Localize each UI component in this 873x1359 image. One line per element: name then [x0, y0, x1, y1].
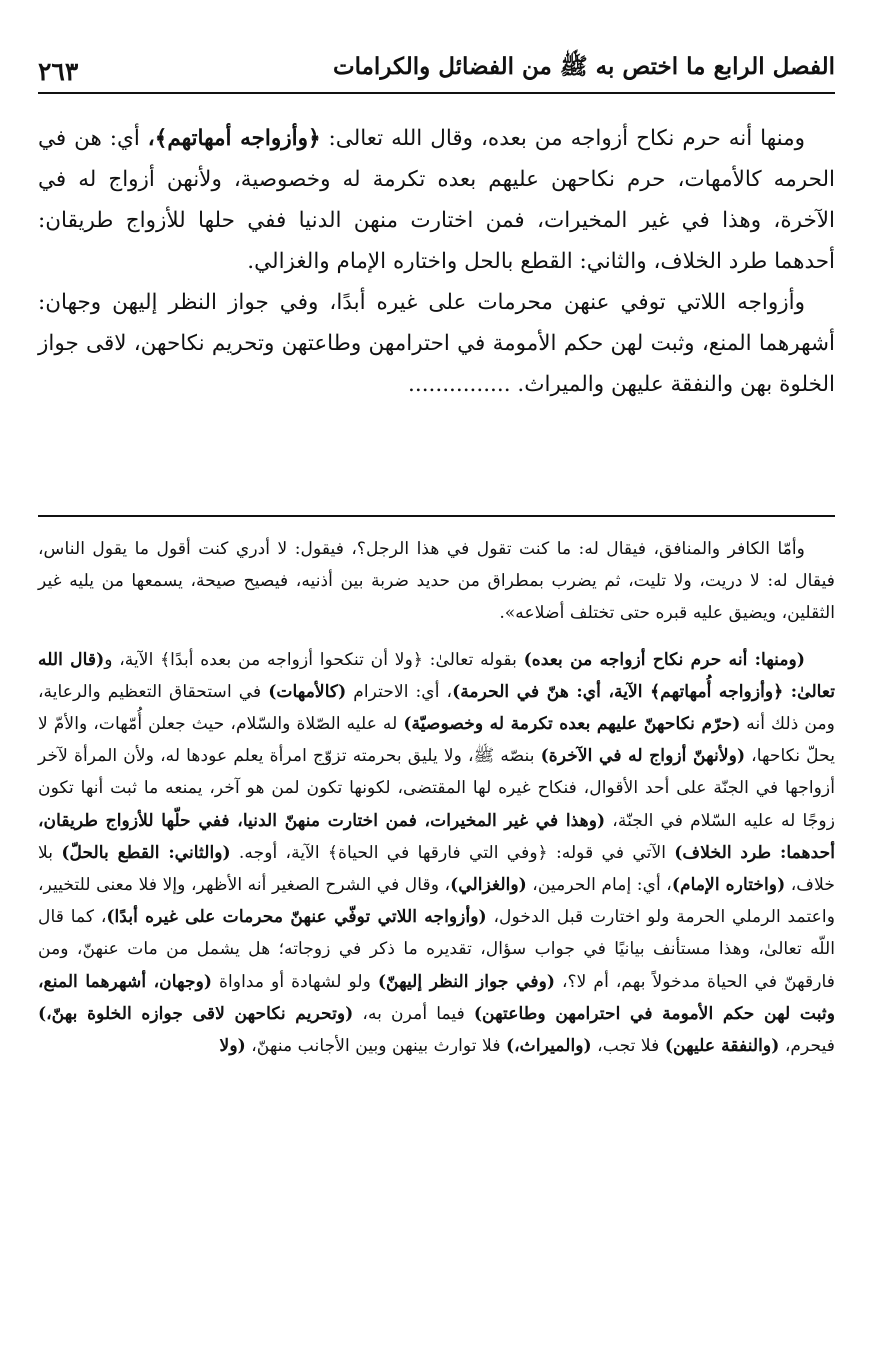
- ellipsis-dots: ...............: [408, 372, 511, 397]
- main-paragraph-1: ومنها أنه حرم نكاح أزواجه من بعده، وقال الله تعالى: ﴿وأزواجه أمهاتهم﴾، أي: هن في الحرمه كالأمهات، حرم نكاحهن عليهم بعده تكرمة له وخصوصية، ولأنهن أزواج له في الآخرة، وهذا في غير المخيرات، فمن اختارت منهن الدنيا ففي حلها للأزواج طريقان: أحدهما طرد الخلاف، والثاني: القطع بالحل واختاره الإمام والغزالي.: [38, 126, 835, 274]
- main-paragraph-2: وأزواجه اللاتي توفي عنهن محرمات على غيره أبدًا، وفي جواز النظر إليهن وجهان: أشهرهما المنع، وثبت لهن حكم الأمومة في احترامهن وطاعتهن وتحريم نكاحهن، لاقى جواز الخلوة بهن والنفقة عليهن والميراث. ...............: [38, 290, 835, 397]
- page-header: [38, 48, 835, 94]
- running-title: الفصل الرابع ما اختص به ﷺ من الفضائل والكرامات: [332, 53, 835, 80]
- commentary-text: [38, 533, 835, 1062]
- main-text: [38, 118, 835, 405]
- footnote-separator: [38, 515, 835, 517]
- commentary-paragraph-2: (ومنها: أنه حرم نكاح أزواجه من بعده) بقوله تعالىٰ: ﴿ولا أن تنكحوا أزواجه من بعده أبدًا﴾ الآية، و(قال الله تعالىٰ: ﴿وأزواجه أُمهاتهم﴾ الآية، أي: هنّ في الحرمة)، أي: الاحترام (كالأمهات) في استحقاق التعظيم والرعاية، ومن ذلك أنه (حرّم نكاحهنّ عليهم بعده تكرمة له وخصوصيّة) له عليه الصّلاة والسّلام، حيث جعلن أُمّهات، والأمّ لا يحلّ نكاحها، (ولأنهنّ أزواج له في الآخرة) بنصّه ﷺ، ولا يليق بحرمته تزوّج امرأة يعلم عودها له، ولأن المرأة لآخر أزواجها في الجنّة على أحد الأقوال، فنكاح غيره لها المقتضى، لكونها تكون لمن هو آخر، يمنعه ما ثبت أنها تكون زوجًا له عليه السّلام في الجنّة، (وهذا في غير المخيرات، فمن اختارت منهنّ الدنيا، ففي حلّها للأزواج طريقان، أحدهما: طرد الخلاف) الآتي في قوله: ﴿وفي التي فارقها في الحياة﴾ الآية، أوجه. (والثاني: القطع بالحلّ) بلا خلاف، (واختاره الإمام)، أي: إمام الحرمين، (والغزالي)، وقال في الشرح الصغير أنه الأظهر، وإلا فلا معنى للتخيير، واعتمد الرملي الحرمة ولو اختارت قبل الدخول، (وأزواجه اللاتي توفّي عنهنّ محرمات على غيره أبدًا)، كما قال اللّه تعالىٰ، وهذا مستأنف بيانيًا في جواب سؤال، تقديره ما ذكر في زوجاته؛ هل يشمل من مات عنهنّ، ومن فارقهنّ في الحياة مدخولاً بهم، أم لا؟، (وفي جواز النظر إليهنّ) ولو لشهادة أو مداواة (وجهان، أشهرهما المنع، وثبت لهن حكم الأمومة في احترامهن وطاعتهن) فيما أمرن به، (وتحريم نكاحهن لاقى جوازه الخلوة بهنّ،) فيحرم، (والنفقة عليهن) فلا تجب، (والميراث،) فلا توارث بينهن وبين الأجانب منهنّ، (ولا: [38, 649, 836, 1057]
- page-number: ٢٦٣: [38, 57, 79, 86]
- quran-verse: ﴿وأزواجه أمهاتهم﴾،: [147, 126, 321, 151]
- commentary-paragraph-1: وأمّا الكافر والمنافق، فيقال له: ما كنت تقول في هذا الرجل؟، فيقول: لا أدري كنت أقول ما يقول الناس، فيقال له: لا دريت، ولا تليت، ثم يضرب بمطراق من حديد ضربة بين أذنيه، فيصيح صيحة، يسمعها من يليه غير الثقلين، ويضيق عليه قبره حتى تختلف أضلاعه».: [38, 539, 835, 624]
